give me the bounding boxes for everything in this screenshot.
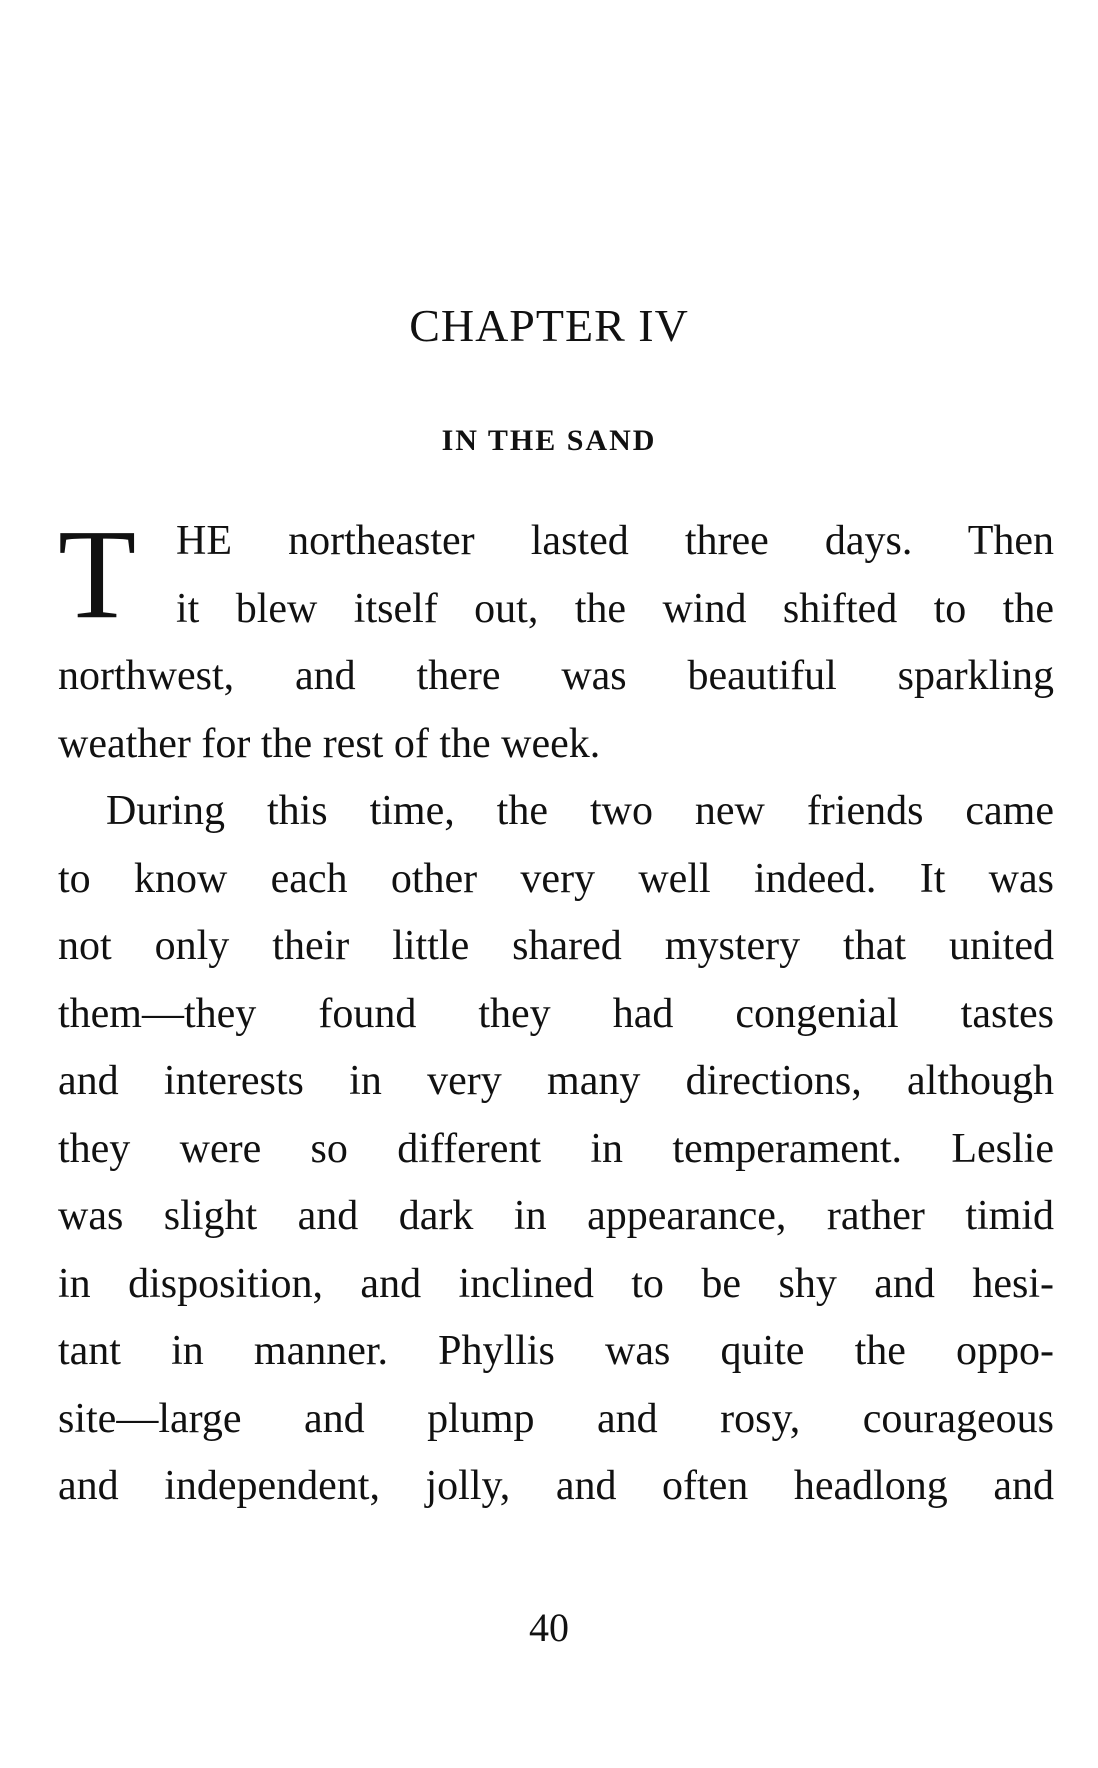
body-text	[58, 503, 1054, 1521]
text-line: and independent, jolly, and often headlong and	[58, 1463, 1054, 1509]
text-line: it blew itself out, the wind shifted to the	[176, 585, 1054, 632]
text-line: to know each other very well indeed. It was	[58, 855, 1054, 902]
text-line: During this time, the two new friends came	[106, 788, 1054, 834]
chapter-subtitle: IN THE SAND	[441, 424, 657, 457]
page-number: 40	[529, 1605, 569, 1650]
text-line: they were so different in temperament. Leslie	[58, 1125, 1054, 1172]
text-line: tant in manner. Phyllis was quite the oppo-	[58, 1328, 1054, 1374]
chapter-title: CHAPTER IV	[409, 300, 689, 351]
text-line: not only their little shared mystery that united	[58, 923, 1054, 969]
text-line: northwest, and there was beautiful sparkling	[58, 653, 1054, 699]
text-line: them—they found they had congenial tastes	[58, 990, 1054, 1037]
drop-cap: T	[58, 503, 137, 645]
text-line: and interests in very many directions, although	[58, 1058, 1054, 1104]
text-line: in disposition, and inclined to be shy and hesi-	[58, 1260, 1054, 1307]
text-line: weather for the rest of the week.	[58, 720, 601, 767]
text-line: HE northeaster lasted three days. Then	[176, 518, 1054, 564]
text-line: site—large and plump and rosy, courageous	[58, 1395, 1054, 1442]
text-line: was slight and dark in appearance, rather timid	[58, 1193, 1054, 1239]
